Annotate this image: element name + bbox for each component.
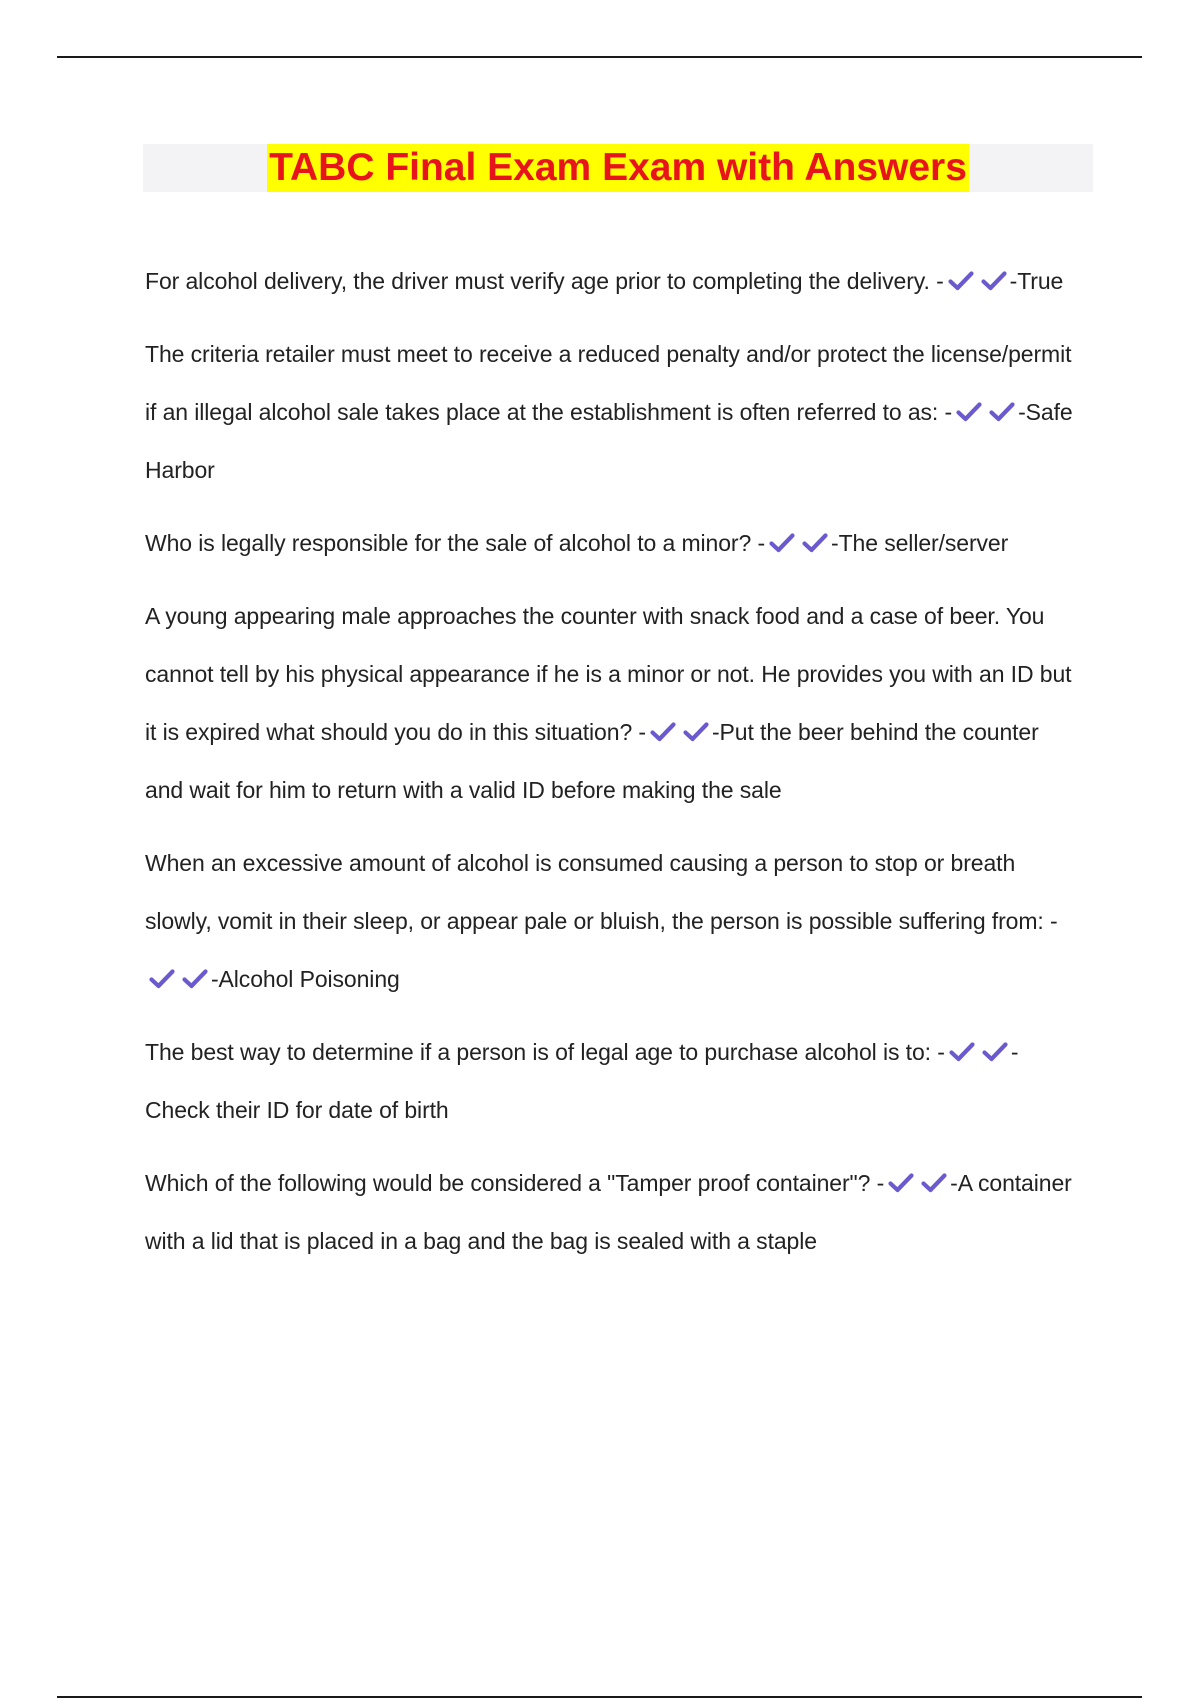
qa-item [145,1154,1080,1270]
answer-text: -True [1009,268,1064,294]
document-title: TABC Final Exam Exam with Answers [267,144,969,192]
check-icon [956,401,982,423]
qa-item [145,587,1080,819]
check-icon [683,721,709,743]
qa-list [145,252,1080,1285]
check-icon [982,1041,1008,1063]
check-icon [989,401,1015,423]
check-icon [802,532,828,554]
title-band [143,144,1093,192]
check-icon [650,721,676,743]
question-text: The criteria retailer must meet to receive a reduced penalty and/or protect the license/permit if an illegal alcohol sale takes place at the establishment is often referred to as: - [145,341,1072,425]
qa-item [145,252,1080,310]
answer-text: -Check their ID for date of birth [145,1039,1019,1123]
qa-item [145,325,1080,499]
question-text: For alcohol delivery, the driver must verify age prior to completing the delivery. - [145,268,944,294]
question-text: When an excessive amount of alcohol is consumed causing a person to stop or breath slowly, vomit in their sleep, or appear pale or bluish, the person is possible suffering from: - [145,850,1058,934]
footer-rule [57,1696,1142,1698]
qa-item [145,834,1080,1008]
answer-text: -A container with a lid that is placed in a bag and the bag is sealed with a staple [145,1170,1072,1254]
header-rule [57,56,1142,58]
question-text: Which of the following would be considered a "Tamper proof container"? - [145,1170,885,1196]
question-text: The best way to determine if a person is of legal age to purchase alcohol is to: - [145,1039,945,1065]
qa-item [145,1023,1080,1139]
answer-text: -Put the beer behind the counter and wait for him to return with a valid ID before making the sale [145,719,1039,803]
check-icon [769,532,795,554]
qa-item [145,514,1080,572]
check-icon [981,270,1007,292]
answer-text: -Safe Harbor [145,399,1073,483]
check-icon [921,1172,947,1194]
question-text: Who is legally responsible for the sale of alcohol to a minor? - [145,530,766,556]
check-icon [949,1041,975,1063]
check-icon [948,270,974,292]
answer-text: -The seller/server [831,530,1009,556]
check-icon [888,1172,914,1194]
question-text: A young appearing male approaches the counter with snack food and a case of beer. You cannot tell by his physical appearance if he is a minor or not. He provides you with an ID but it is expired what should you do in this situation? - [145,603,1072,745]
check-icon [182,968,208,990]
check-icon [149,968,175,990]
answer-text: -Alcohol Poisoning [211,966,400,992]
